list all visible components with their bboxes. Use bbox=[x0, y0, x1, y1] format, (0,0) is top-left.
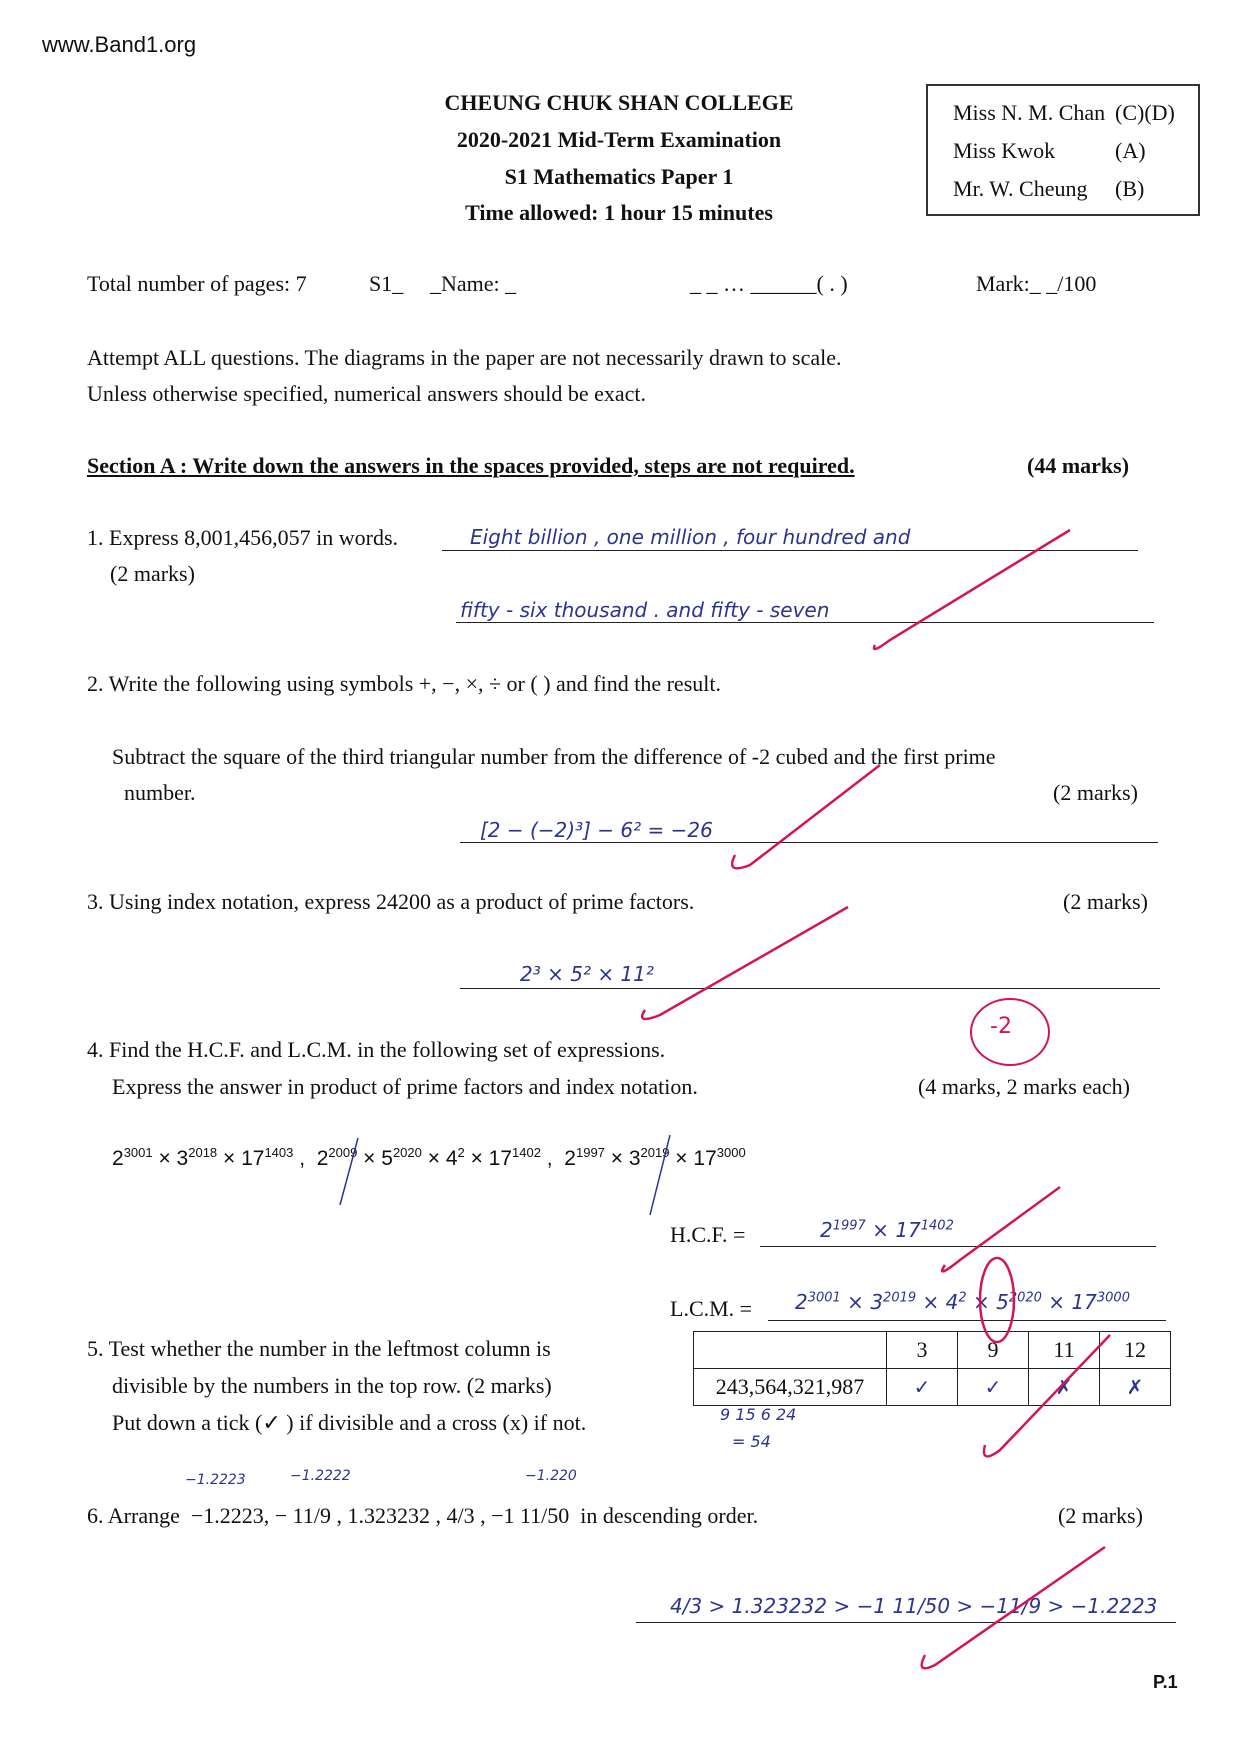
teacher-name: Mr. W. Cheung bbox=[953, 176, 1088, 201]
number-cell: 243,564,321,987 bbox=[694, 1369, 887, 1406]
answer-cell[interactable]: ✓ bbox=[887, 1369, 958, 1406]
q1-text: 1. Express 8,001,456,057 in words. bbox=[87, 525, 399, 550]
header-cell: 12 bbox=[1100, 1332, 1171, 1369]
q2-marks: (2 marks) bbox=[1053, 780, 1138, 805]
class-number-field[interactable]: _ _ … ______( . ) bbox=[690, 271, 848, 296]
q2-answer: [2 − (−2)³] − 6² = −26 bbox=[480, 818, 713, 842]
total-pages: Total number of pages: 7 bbox=[87, 271, 307, 296]
q6-note: −1.2222 bbox=[290, 1468, 351, 1484]
q6-answer: 4/3 > 1.323232 > −1 11/50 > −11/9 > −1.2223 bbox=[670, 1594, 1158, 1618]
tick-mark bbox=[942, 1187, 1060, 1271]
q4-expressions: $2^{3001} \times 3^{2018} \times 17^{1403}$ , $2^{2009} \times 5^{2020} \times 4^2 \times 17^{1402}$ , $2^{1997} \times 3^{2019} \times 17^{3000}$ bbox=[112, 1145, 746, 1170]
time-allowed: Time allowed: 1 hour 15 minutes bbox=[465, 200, 773, 225]
answer-cell[interactable]: ✗ bbox=[1100, 1369, 1171, 1406]
divisibility-table bbox=[693, 1331, 1171, 1406]
q4-text-2: Express the answer in product of prime factors and index notation. bbox=[112, 1074, 698, 1099]
q3-text: 3. Using index notation, express 24200 as a product of prime factors. bbox=[87, 889, 695, 914]
q3-marks: (2 marks) bbox=[1063, 889, 1148, 914]
q6-note: −1.220 bbox=[525, 1468, 577, 1484]
q6-note: −1.2223 bbox=[185, 1472, 246, 1488]
header-cell: 11 bbox=[1029, 1332, 1100, 1369]
teacher-class: (B) bbox=[1115, 176, 1145, 201]
q6-items: −1.2223, − 11/9 , 1.323232 , 4/3 , −1 11/50 bbox=[190, 1503, 570, 1528]
q5-working: 9 15 6 24 bbox=[720, 1405, 797, 1424]
answer-cell[interactable]: ✓ bbox=[958, 1369, 1029, 1406]
header-cell: 9 bbox=[958, 1332, 1029, 1369]
q1-answer-line1: Eight billion , one million , four hundred and bbox=[470, 525, 911, 549]
header-cell: 3 bbox=[887, 1332, 958, 1369]
instruction-2: Unless otherwise specified, numerical answers should be exact. bbox=[87, 381, 646, 406]
q2-body-2: number. bbox=[124, 780, 196, 805]
q1-answer-line2: fifty - six thousand . and fifty - seven bbox=[460, 598, 830, 622]
q5-line-1: 5. Test whether the number in the leftmost column is bbox=[87, 1336, 551, 1361]
mark-field: Mark:_ _/100 bbox=[976, 271, 1097, 296]
teacher-box bbox=[926, 84, 1200, 216]
school-name: CHEUNG CHUK SHAN COLLEGE bbox=[444, 90, 794, 115]
q2-text: 2. Write the following using symbols +, −, ×, ÷ or ( ) and find the result. bbox=[87, 671, 721, 696]
answer-cell[interactable]: ✗ bbox=[1029, 1369, 1100, 1406]
tick-mark bbox=[732, 765, 880, 868]
q3-answer: 2³ × 5² × 11² bbox=[520, 962, 654, 986]
q1-marks: (2 marks) bbox=[110, 561, 195, 586]
q6-text: 6. Arrange −1.2223, − 11/9 , 1.323232 , 4/3 , −1 11/50 in descending order. bbox=[87, 1503, 759, 1528]
q4-text: 4. Find the H.C.F. and L.C.M. in the following set of expressions. bbox=[87, 1037, 666, 1062]
teacher-class: (C)(D) bbox=[1115, 100, 1175, 125]
q4-marks: (4 marks, 2 marks each) bbox=[918, 1074, 1130, 1099]
lcm-answer: $2^{3001} \times 3^{2019} \times 4^2 \times 5^{2020} \times 17^{3000}$ bbox=[795, 1290, 1130, 1314]
q5-line-2: divisible by the numbers in the top row. (2 marks) bbox=[112, 1373, 552, 1398]
q5-working-2: = 54 bbox=[732, 1432, 771, 1451]
section-a-marks: (44 marks) bbox=[1027, 453, 1130, 478]
section-a-title: Section A : Write down the answers in the spaces provided, steps are not required. bbox=[87, 453, 855, 478]
watermark: www.Band1.org bbox=[42, 32, 197, 57]
teacher-name: Miss N. M. Chan bbox=[953, 100, 1106, 125]
hcf-label: H.C.F. = bbox=[670, 1222, 746, 1247]
teacher-name: Miss Kwok bbox=[953, 138, 1056, 163]
name-field[interactable]: _Name: _ bbox=[430, 271, 517, 296]
class-field[interactable]: S1_ bbox=[369, 271, 404, 296]
page-number: P.1 bbox=[1153, 1672, 1178, 1692]
hcf-answer: $2^{1997} \times 17^{1402}$ bbox=[820, 1218, 954, 1242]
q6-marks: (2 marks) bbox=[1058, 1503, 1143, 1528]
exam-title: 2020-2021 Mid-Term Examination bbox=[456, 127, 782, 152]
teacher-class: (A) bbox=[1115, 138, 1146, 163]
instruction-1: Attempt ALL questions. The diagrams in the paper are not necessarily drawn to scale. bbox=[87, 345, 842, 370]
lcm-label: L.C.M. = bbox=[670, 1296, 753, 1321]
tick-mark bbox=[642, 907, 848, 1019]
q5-line-3: Put down a tick (✓ ) if divisible and a cross (x) if not. bbox=[112, 1410, 587, 1435]
paper-title: S1 Mathematics Paper 1 bbox=[504, 164, 734, 189]
score-deduction: -2 bbox=[990, 1014, 1012, 1039]
q2-body: Subtract the square of the third triangular number from the difference of -2 cubed and the first prime bbox=[112, 744, 996, 769]
